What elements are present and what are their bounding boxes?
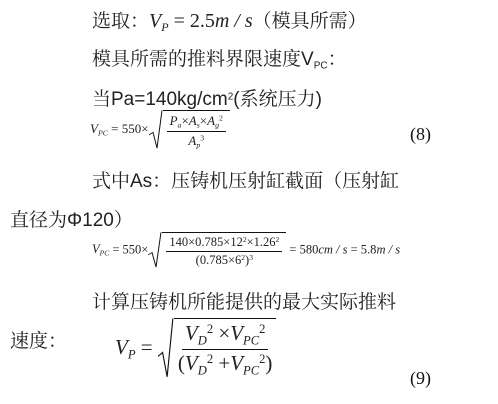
eq8-ag-sup: 2 [219,113,223,123]
speed-label-line [10,326,67,353]
calc-result: = 580 [286,242,319,257]
eq9-num-vpc: V [230,321,244,345]
eq8-lhs-sub: PC [97,128,108,138]
equation-8-number: (8) [410,124,431,144]
eq9-num-vpc-sup: 2 [259,322,266,337]
vp-unit: m / s [214,10,253,32]
eq9-lhs-var: V [115,334,128,359]
eq9-fraction [178,321,273,379]
eq9-eq: = [135,334,158,359]
pressure-note: (系统压力) [233,89,322,110]
eq8-radical-sign [149,110,163,149]
calc-result2: = 5.8 [347,242,377,257]
equation-9 [115,318,276,379]
eq9-den-vd-sub: D [197,363,207,378]
eq9-numerator [182,321,269,350]
eq8-sqrt [149,110,230,149]
calc-radical-sign [148,232,162,268]
calc-equation [92,232,400,268]
eq8-pa-sub: a [177,120,182,130]
eq9-lhs [115,334,136,362]
eq9-num-vd: V [184,321,198,345]
as-definition-text: 式中As：压铸机压射缸截面（压射缸 [92,171,400,192]
eq8-as: A [188,113,197,128]
max-speed-line [92,287,396,314]
eq9-num-vd-sup: 2 [206,322,214,337]
selection-line [92,6,367,35]
calc-num-mid: ×1.26 [246,235,276,250]
calc-numerator [166,235,282,252]
eq9-den-vpc: V [230,351,244,376]
vp-symbol [149,10,169,35]
eq9-lhs-sub: P [127,347,136,362]
equation-8 [90,110,230,149]
eq8-lhs [90,121,108,136]
eq8-denominator [188,132,204,150]
eq8-coef: = 550× [107,121,149,137]
pressure-text: 当Pa=140kg/cm [92,89,228,110]
selection-label: 选取： [92,11,150,32]
eq9-denominator [178,350,273,378]
eq8-fraction [167,113,226,149]
eq8-ag-sub: g [215,120,219,130]
eq9-den-vd-sup: 2 [206,352,214,367]
vp-sub: P [161,20,169,35]
eq8-ap-sub: p [196,140,201,150]
calc-num-sup2: 2 [275,235,280,244]
eq9-den-plus: + [213,351,231,376]
speed-label: 速度： [10,331,68,352]
limit-speed-line [92,44,347,72]
calc-fraction [166,235,282,268]
eq9-den-open: ( [177,351,185,376]
pressure-sup: 2 [227,91,234,103]
equation-9-number: (9) [410,368,431,388]
limit-speed-text: 模具所需的推料界限速度V [92,49,314,70]
calc-lhs-var: V [92,242,100,257]
as-definition-line [92,166,399,193]
calc-num-a: 140×0.785×12 [169,235,243,250]
eq8-numerator [167,113,226,132]
diameter-text: 直径为Φ120） [10,210,133,231]
eq8-pa: P [169,113,178,128]
diameter-line [10,205,133,232]
eq9-num-vpc-sub: PC [243,333,260,348]
eq8-ag: A [207,113,216,128]
eq8-as-sub: s [196,120,200,130]
calc-radicand [162,232,286,268]
eq8-times-1: × [181,113,189,128]
limit-speed-sub: PC [313,60,328,72]
calc-den-sup1: 2 [241,253,246,263]
eq8-ap-sup: 3 [200,133,205,143]
eq9-radical-sign [158,318,174,379]
eq9-num-vd-sub: D [197,333,207,348]
calc-result2-unit: m / s [376,242,401,257]
max-speed-text: 计算压铸机所能提供的最大实际推料 [92,292,397,313]
eq9-den-vd: V [184,351,198,376]
pressure-line [92,84,322,111]
eq9-sqrt [158,318,277,379]
eq8-lhs-var: V [90,121,98,137]
calc-num-sup1: 2 [242,235,247,244]
vp-var: V [149,10,162,32]
calc-lhs-sub: PC [99,249,110,259]
limit-speed-colon: ： [327,49,347,70]
eq9-den-close: ) [265,351,273,376]
calc-den-sup2: 3 [249,253,253,263]
eq8-ap: A [188,132,197,148]
calc-coef: = 550× [109,242,149,257]
eq9-num-times: × [213,321,231,345]
calc-den-a: (0.785×6 [195,253,242,268]
eq8-radicand [163,110,230,149]
calc-denominator [196,252,253,268]
calc-den-close: ) [245,253,250,268]
calc-lhs [92,242,110,259]
eq9-den-vpc-sup: 2 [259,352,266,367]
calc-sqrt [148,232,286,268]
eq8-times-2: × [199,113,208,128]
eq9-den-vpc-sub: PC [243,363,260,378]
vp-value: = 2.5 [168,10,215,32]
calc-result-unit: cm / s [318,242,348,257]
selection-note: （模具所需） [252,11,367,32]
eq9-radicand [174,318,277,379]
